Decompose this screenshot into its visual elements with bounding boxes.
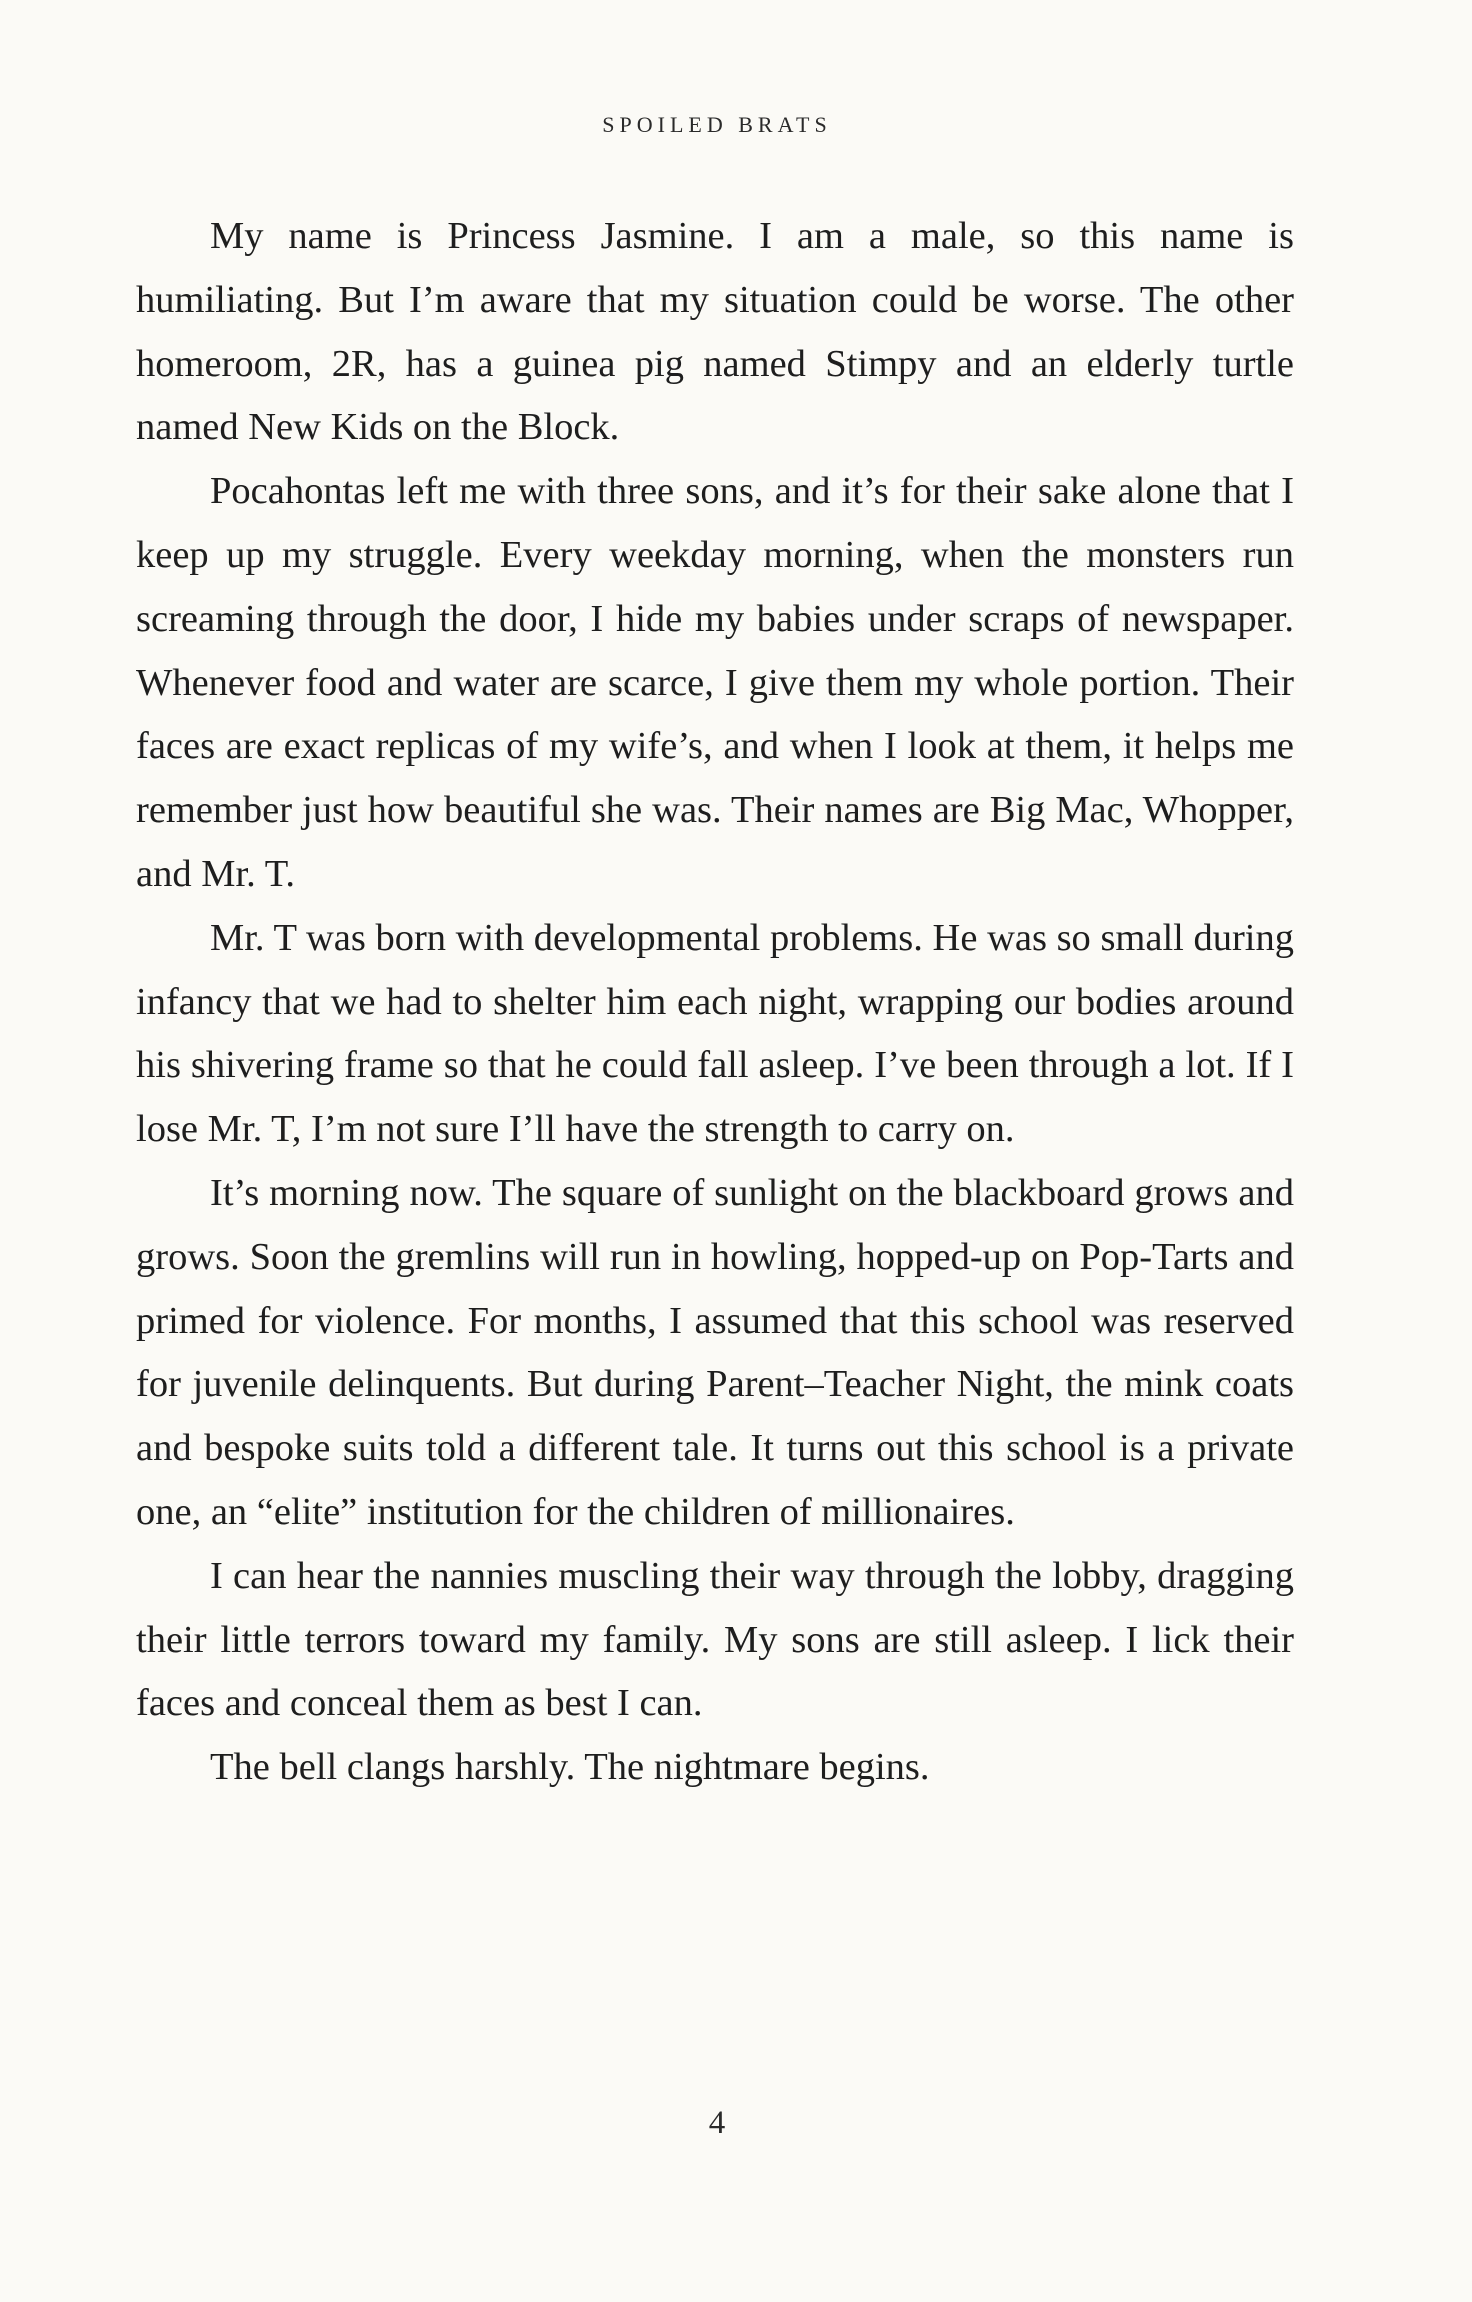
paragraph: It’s morning now. The square of sunlight on the blackboard grows and grows. Soon the gremlins will run in howling, hopped-up on Pop-Tarts and primed for violence. For months, I assumed that this school was reserved for juvenile delinquents. But during Parent–Teacher Night, the mink coats and bespoke suits told a different tale. It turns out this school is a private one, an “elite” institution for the children of millionaires. <box>136 1171 1294 1533</box>
paragraph: Pocahontas left me with three sons, and it’s for their sake alone that I keep up my struggle. Every weekday morning, when the monsters run screaming through the door, I hide my babies under scraps of newspaper. Whenever food and water are scarce, I give them my whole portion. Their faces are exact replicas of my wife’s, and when I look at them, it helps me remember just how beautiful she was. Their names are Big Mac, Whopper, and Mr. T. <box>136 470 1294 895</box>
page-number: 4 <box>708 2105 726 2141</box>
paragraph: The bell clangs harshly. The nightmare begins. <box>210 1746 930 1789</box>
running-head: SPOILED BRATS <box>602 112 832 137</box>
paragraph: My name is Princess Jasmine. I am a male, so this name is humiliating. But I’m aware that my situation could be worse. The other homeroom, 2R, has a guinea pig named Stimpy and an elderly turtle named New Kids on the Block. <box>136 215 1294 449</box>
body-text <box>136 205 1294 1800</box>
paragraph: I can hear the nannies muscling their way through the lobby, dragging their little terrors toward my family. My sons are still asleep. I lick their faces and conceal them as best I can. <box>136 1554 1294 1725</box>
paragraph: Mr. T was born with developmental problems. He was so small during infancy that we had to shelter him each night, wrapping our bodies around his shivering frame so that he could fall asleep. I’ve been through a lot. If I lose Mr. T, I’m not sure I’ll have the strength to carry on. <box>136 916 1294 1151</box>
